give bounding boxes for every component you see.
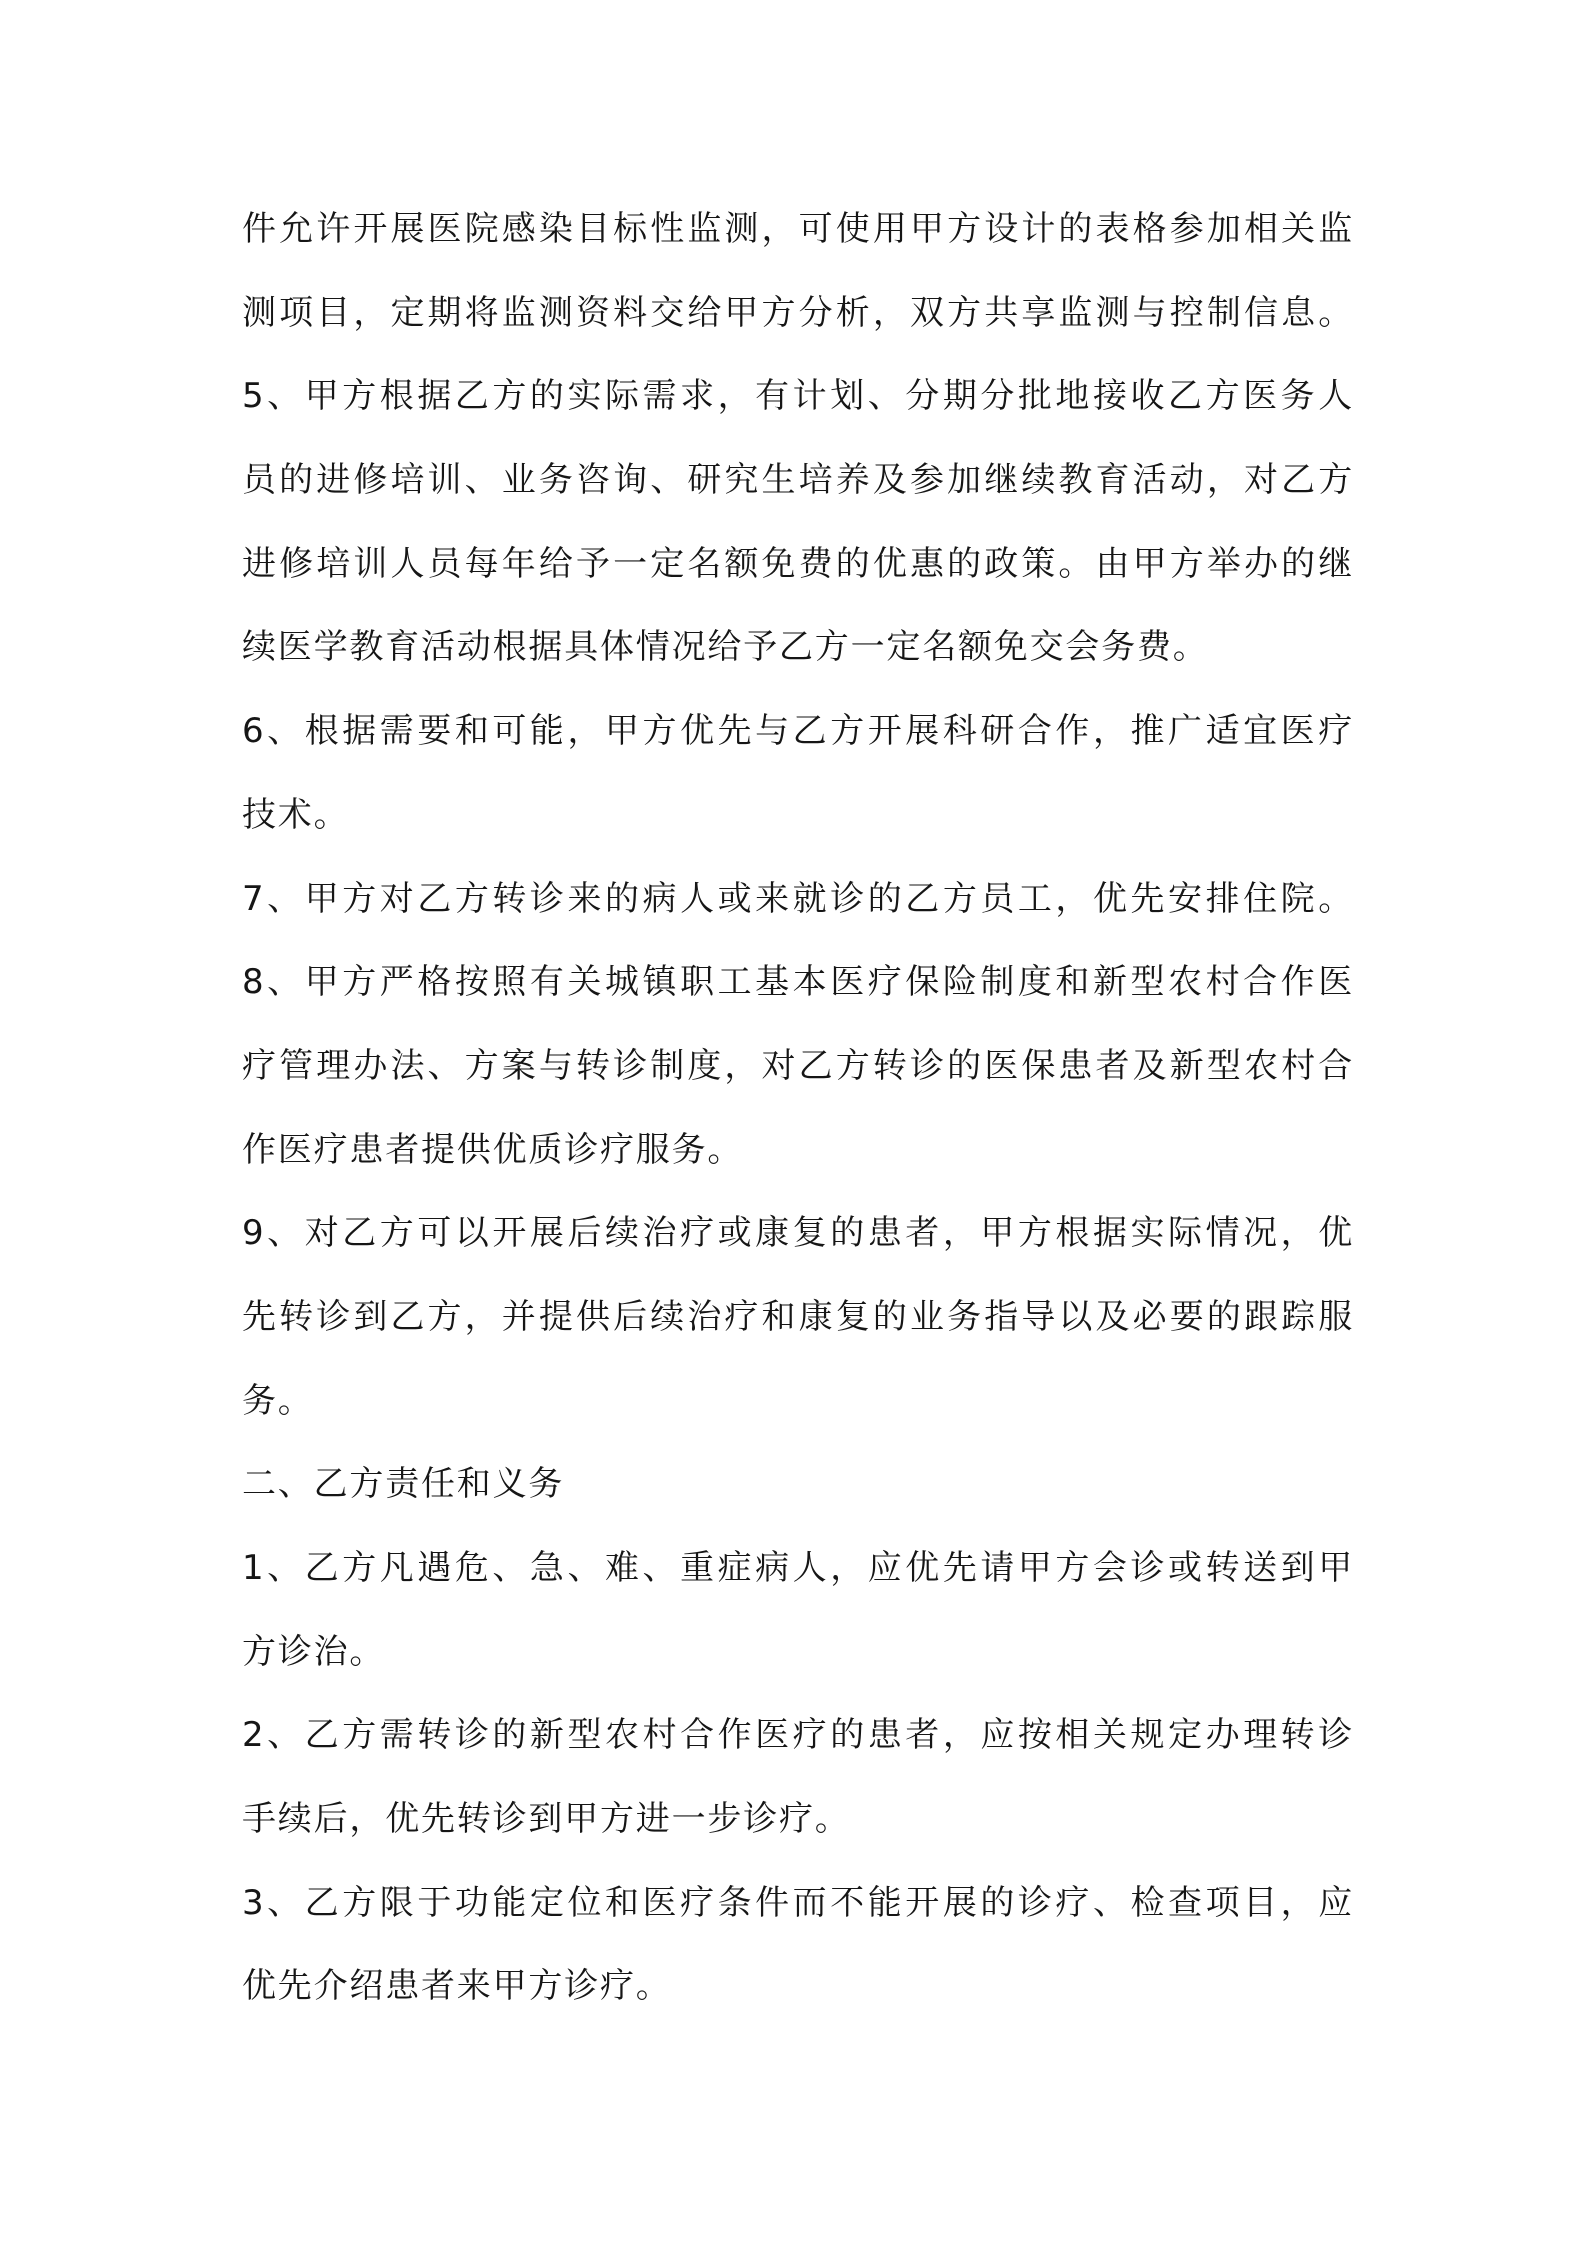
text-line: 7、甲方对乙方转诊来的病人或来就诊的乙方员工，优先安排住院。 [242,878,1354,919]
text-line: 务。 [242,1380,314,1421]
text-line: 5、甲方根据乙方的实际需求，有计划、分期分批地接收乙方医务人 [242,376,1354,417]
text-line: 技术。 [242,794,350,835]
paragraph-clause-7 [242,858,1354,942]
text-line: 疗管理办法、方案与转诊制度，对乙方转诊的医保患者及新型农村合 [242,1045,1354,1086]
paragraph-party-b-clause-3 [242,1862,1354,2029]
text-line: 先转诊到乙方，并提供后续治疗和康复的业务指导以及必要的跟踪服 [242,1296,1354,1337]
text-line: 8、甲方严格按照有关城镇职工基本医疗保险制度和新型农村合作医 [242,962,1354,1003]
text-line: 手续后，优先转诊到甲方进一步诊疗。 [242,1799,851,1840]
text-line: 1、乙方凡遇危、急、难、重症病人，应优先请甲方会诊或转送到甲 [242,1548,1354,1588]
paragraph-clause-8 [242,941,1354,1192]
paragraph-clause-9 [242,1192,1354,1443]
section-heading [242,1443,1354,1527]
text-line: 9、对乙方可以开展后续治疗或康复的患者，甲方根据实际情况，优 [242,1213,1354,1254]
document-body [242,188,1354,2029]
paragraph-clause-6 [242,690,1354,857]
text-line: 方诊治。 [242,1631,386,1672]
section-heading-text: 二、乙方责任和义务 [242,1464,565,1505]
text-line: 2、乙方需转诊的新型农村合作医疗的患者，应按相关规定办理转诊 [242,1715,1354,1756]
paragraph-clause-continued [242,188,1354,355]
text-line: 进修培训人员每年给予一定名额免费的优惠的政策。由甲方举办的继 [242,543,1354,584]
text-line: 续医学教育活动根据具体情况给予乙方一定名额免交会务费。 [242,627,1209,668]
text-line: 件允许开展医院感染目标性监测，可使用甲方设计的表格参加相关监 [242,209,1354,249]
text-line: 3、乙方限于功能定位和医疗条件而不能开展的诊疗、检查项目，应 [242,1882,1354,1923]
text-line: 优先介绍患者来甲方诊疗。 [242,1966,672,2007]
text-line: 测项目，定期将监测资料交给甲方分析，双方共享监测与控制信息。 [242,292,1354,333]
text-line: 员的进修培训、业务咨询、研究生培养及参加继续教育活动，对乙方 [242,460,1354,501]
paragraph-party-b-clause-2 [242,1694,1354,1861]
text-line: 6、根据需要和可能，甲方优先与乙方开展科研合作，推广适宜医疗 [242,711,1354,752]
paragraph-clause-5 [242,355,1354,690]
paragraph-party-b-clause-1 [242,1527,1354,1694]
text-line: 作医疗患者提供优质诊疗服务。 [242,1129,744,1170]
